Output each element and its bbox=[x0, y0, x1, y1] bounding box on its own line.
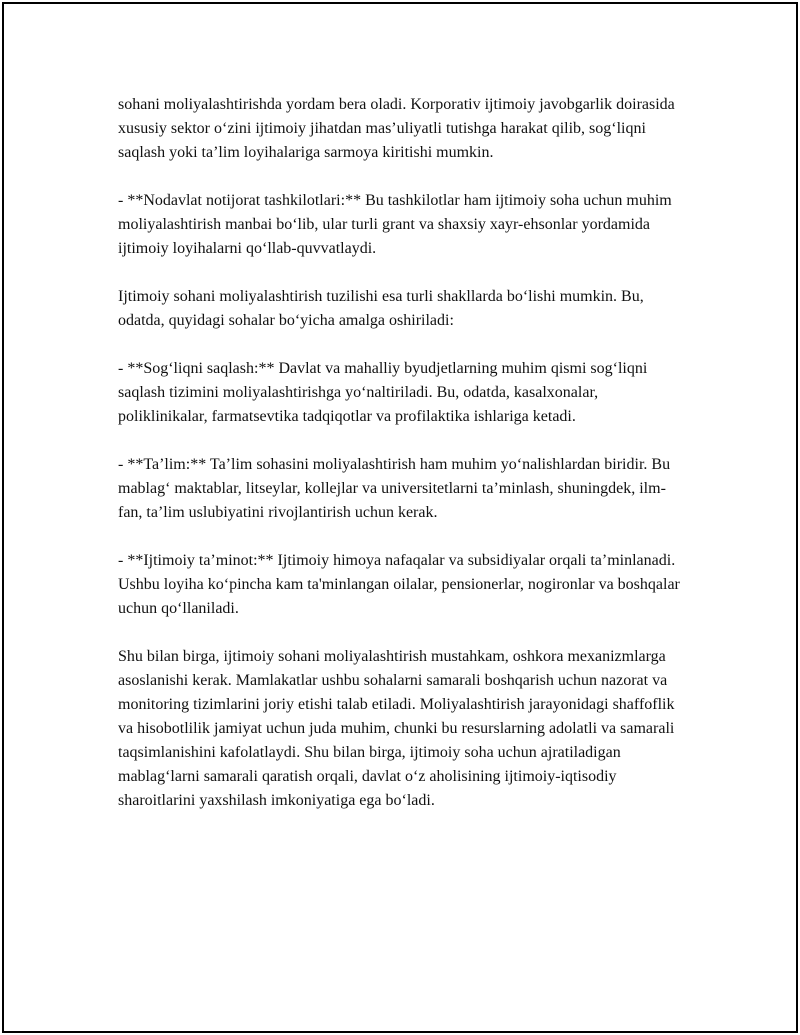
paragraph-intro-continuation: sohani moliyalashtirishda yordam bera oladi. Korporativ ijtimoiy javobgarlik doirasida xususiy sektor o‘zini ijtimoiy jihatdan mas’uliyatli tutishga harakat qilib, sog‘liqni saqlash yoki ta’lim loyihalariga sarmoya kiritishi mumkin. bbox=[118, 96, 675, 161]
list-item-healthcare: - **Sog‘liqni saqlash:** Davlat va mahalliy byudjetlarning muhim qismi sog‘liqni saqlash tizimini moliyalashtirishga yo‘naltiriladi. Bu, odatda, kasalxonalar, poliklinikalar, farmatsevtika tadqiqotlar va profilaktika ishlariga ketadi. bbox=[118, 360, 648, 425]
list-item-social-security: - **Ijtimoiy ta’minot:** Ijtimoiy himoya nafaqalar va subsidiyalar orqali ta’minlanadi. Ushbu loyiha ko‘pincha kam ta'minlangan oilalar, pensionerlar, nogironlar va boshqalar uchun qo‘llaniladi. bbox=[118, 552, 680, 617]
list-item-education: - **Ta’lim:** Ta’lim sohasini moliyalashtirish ham muhim yo‘nalishlardan biridir. Bu mablag‘ maktablar, litseylar, kollejlar va universitetlarni ta’minlash, shuningdek, ilm-fan, ta’lim uslubiyatini rivojlantirish uchun kerak. bbox=[118, 456, 671, 521]
paragraph-conclusion: Shu bilan birga, ijtimoiy sohani moliyalashtirish mustahkam, oshkora mexanizmlarga asoslanishi kerak. Mamlakatlar ushbu sohalarni samarali boshqarish uchun nazorat va monitoring tizimlarini joriy etishi talab etiladi. Moliyalashtirish jarayonidagi shaffoflik va hisobotlilik jamiyat uchun juda muhim, chunki bu resurslarning adolatli va samarali taqsimlanishini kafolatlaydi. Shu bilan birga, ijtimoiy soha uchun ajratiladigan mablag‘larni samarali qaratish orqali, davlat o‘z aholisining ijtimoiy-iqtisodiy sharoitlarini yaxshilash imkoniyatiga ega bo‘ladi. bbox=[118, 648, 675, 809]
document-body bbox=[118, 93, 688, 813]
list-item-nonprofit-organizations: - **Nodavlat notijorat tashkilotlari:** Bu tashkilotlar ham ijtimoiy soha uchun muhim moliyalashtirish manbai bo‘lib, ular turli grant va shaxsiy xayr-ehsonlar yordamida ijtimoiy loyihalarni qo‘llab-quvvatlaydi. bbox=[118, 192, 672, 257]
paragraph-structure-intro: Ijtimoiy sohani moliyalashtirish tuzilishi esa turli shakllarda bo‘lishi mumkin. Bu, odatda, quyidagi sohalar bo‘yicha amalga oshiriladi: bbox=[118, 288, 644, 329]
